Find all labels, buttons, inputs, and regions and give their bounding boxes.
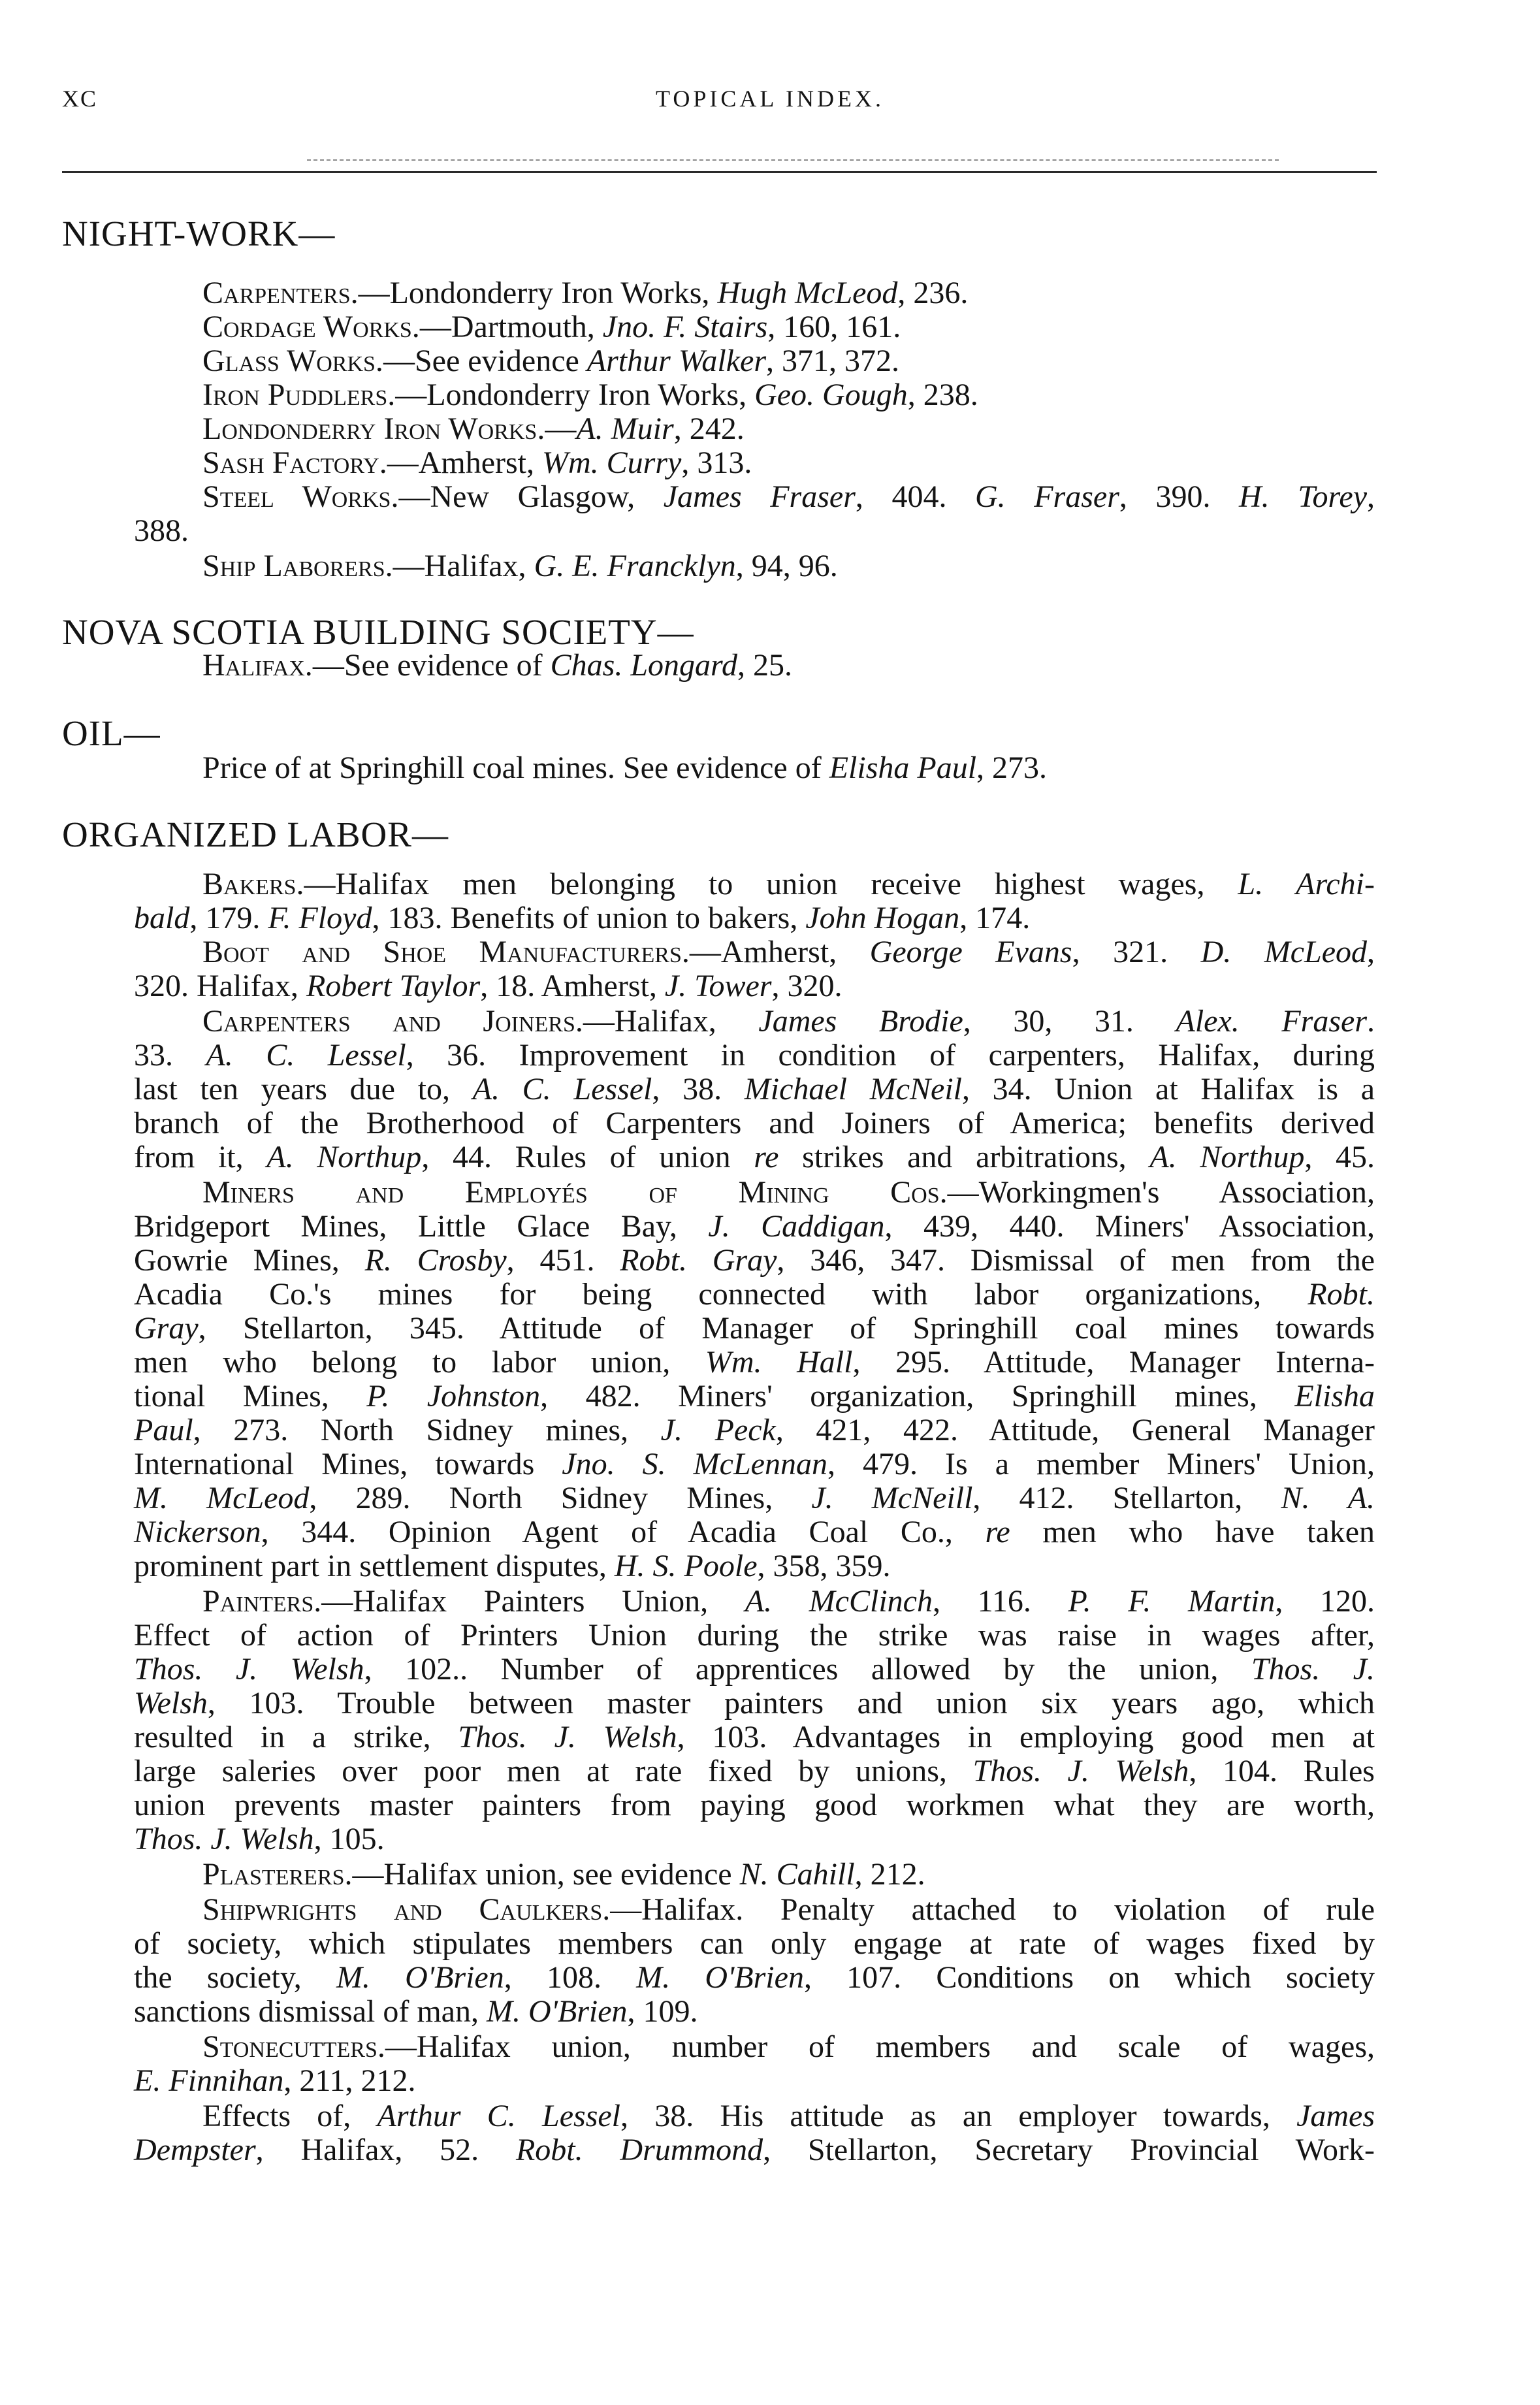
entry-text: , 346, 347. Dismissal of men from the — [777, 1243, 1375, 1278]
entry-text: Arthur C. Lessel — [377, 2099, 621, 2133]
entry-text: L. Archi- — [1238, 867, 1375, 901]
entry-text: —Halifax men belonging to union receive highest wages, — [304, 867, 1238, 901]
entry-text: Michael McNeil — [744, 1072, 962, 1106]
entry-text: , 439, 440. Miners' Association, — [884, 1209, 1375, 1244]
entry-text: , 103. Trouble between master painters and union six years ago, which — [207, 1686, 1375, 1720]
entry-text: , 295. Attitude, Manager Interna- — [852, 1345, 1375, 1380]
entry-line — [134, 1688, 1375, 1719]
entry-text: Thos. J. — [1251, 1652, 1375, 1687]
entry-text: Bakers. — [202, 867, 304, 901]
entry-text: strikes and arbitrations, — [778, 1140, 1150, 1174]
entry-text: Ship Laborers. — [202, 549, 393, 583]
entry-text: , 390. — [1119, 479, 1239, 514]
entry-line — [202, 1177, 1375, 1208]
entry-line — [134, 1381, 1375, 1412]
entry-text: , 421, 422. Attitude, General Manager — [775, 1413, 1375, 1447]
page-number: XC — [62, 86, 98, 112]
heading-organized-labor: ORGANIZED LABOR— — [62, 815, 449, 854]
entry-text: , 116. — [932, 1584, 1068, 1619]
entry-line — [134, 515, 189, 547]
entry-text: Paul — [134, 1413, 193, 1447]
entry-text: James Brodie — [758, 1004, 963, 1039]
entry-line — [134, 1824, 385, 1855]
entry-text: E. Finnihan — [134, 2063, 284, 2098]
header-dashed-rule — [307, 159, 1279, 161]
entry-text: —Halifax, — [583, 1004, 759, 1039]
entry-text: Glass Works. — [202, 344, 383, 378]
entry-line — [202, 869, 1375, 900]
entry-line — [134, 1620, 1375, 1651]
entry-text: Thos. J. Welsh — [972, 1754, 1189, 1788]
entry-line — [202, 1894, 1375, 1926]
entry-text: , 38. — [652, 1072, 745, 1106]
header-rule — [62, 171, 1377, 173]
entry-text: , 273. North Sidney mines, — [193, 1413, 661, 1447]
entry-line — [134, 903, 1030, 934]
entry-text: J. McNeill — [811, 1481, 973, 1515]
entry-text: Thos. J. Welsh — [134, 1822, 314, 1856]
entry-line — [202, 1006, 1375, 1037]
entry-text: , 321. — [1072, 935, 1201, 969]
heading-nova-scotia-building-society: NOVA SCOTIA BUILDING SOCIETY— — [62, 612, 694, 652]
entry-text: —Halifax union, see evidence — [352, 1857, 740, 1892]
entry-text: George Evans — [869, 935, 1072, 969]
entry-text: Geo. Gough — [754, 378, 908, 412]
entry-text: —See evidence — [383, 344, 587, 378]
entry-text: , 45. — [1304, 1140, 1375, 1174]
entry-text: Elisha — [1294, 1379, 1375, 1413]
entry-text: 33. — [134, 1038, 206, 1073]
entry-text: —Halifax. Penalty attached to violation of rule — [610, 1892, 1375, 1927]
entry-text: , 273. — [976, 751, 1048, 785]
entry-text: —Halifax, — [393, 549, 534, 583]
entry-text: —See evidence of — [312, 648, 551, 683]
entry-text: Acadia Co.'s mines for being connected with labor organizations, — [134, 1277, 1308, 1312]
entry-text: Jno. F. Stairs — [602, 310, 768, 344]
entry-text: J. Tower — [664, 969, 772, 1003]
entry-line — [202, 278, 968, 309]
entry-text: , 44. Rules of union — [421, 1140, 754, 1174]
entry-text: Gowrie Mines, — [134, 1243, 365, 1278]
entry-text: Effect of action of Printers Union during the strike was raise in wages after, — [134, 1618, 1375, 1653]
entry-text: , 120. — [1275, 1584, 1375, 1619]
entry-text: , 242. — [673, 412, 745, 446]
entry-line — [134, 2065, 416, 2097]
entry-text: the society, — [134, 1960, 336, 1995]
entry-text: —Amherst, — [387, 445, 543, 480]
entry-text: Arthur Walker — [586, 344, 767, 378]
entry-text: , 94, 96. — [735, 549, 838, 583]
entry-line — [134, 1962, 1375, 1993]
entry-text: last ten years due to, — [134, 1072, 473, 1106]
entry-text: , 479. Is a member Miners' Union, — [827, 1447, 1375, 1481]
entry-text: , 412. Stellarton, — [972, 1481, 1281, 1515]
entry-text: R. Crosby — [364, 1243, 507, 1278]
entry-text: , Halifax, 52. — [255, 2133, 516, 2167]
entry-text: , 212. — [854, 1857, 925, 1892]
entry-text: bald — [134, 901, 190, 935]
entry-line — [134, 1996, 698, 2027]
entry-text: , — [1367, 479, 1375, 514]
entry-text: , 102.. Number of apprentices allowed by the union, — [364, 1652, 1251, 1687]
entry-text: prominent part in settlement disputes, — [134, 1549, 615, 1583]
entry-text: , 34. Union at Halifax is a — [961, 1072, 1375, 1106]
entry-text: Elisha Paul — [829, 751, 977, 785]
entry-text: Painters. — [202, 1584, 322, 1619]
entry-line — [134, 1483, 1375, 1514]
entry-text: G. E. Francklyn — [534, 549, 736, 583]
entry-text: , 358, 359. — [757, 1549, 891, 1583]
entry-line — [134, 2135, 1375, 2166]
entry-text: Halifax. — [202, 648, 313, 683]
entry-line — [202, 413, 745, 445]
entry-text: Plasterers. — [202, 1857, 353, 1892]
entry-text: N. A. — [1281, 1481, 1375, 1515]
entry-text: , 183. Benefits of union to bakers, — [372, 901, 806, 935]
entry-text: —Londonderry Iron Works, — [395, 378, 755, 412]
entry-text: A. Northup — [1149, 1140, 1305, 1174]
entry-text: —Halifax Painters Union, — [321, 1584, 745, 1619]
entry-text: —Halifax union, number of members and scale of wages, — [385, 2029, 1375, 2064]
entry-line — [202, 2101, 1375, 2132]
entry-text: International Mines, towards — [134, 1447, 562, 1481]
entry-text: , 482. Miners' organization, Springhill mines, — [540, 1379, 1295, 1413]
heading-night-work: NIGHT-WORK— — [62, 214, 336, 253]
entry-text: Welsh — [134, 1686, 208, 1720]
entry-text: A. C. Lessel — [472, 1072, 652, 1106]
entry-text: G. Fraser — [975, 479, 1119, 514]
entry-text: , 371, 372. — [766, 344, 900, 378]
entry-line — [202, 379, 978, 411]
entry-text: , Stellarton, Secretary Provincial Work- — [763, 2133, 1375, 2167]
entry-text: Shipwrights and Caulkers. — [202, 1892, 611, 1927]
entry-line — [134, 1654, 1375, 1685]
entry-text: Alex. Fraser — [1176, 1004, 1368, 1039]
entry-text: , 320. — [771, 969, 842, 1003]
entry-text: men who belong to labor union, — [134, 1345, 705, 1380]
entry-text: Thos. J. Welsh — [134, 1652, 364, 1687]
entry-line — [134, 1928, 1375, 1960]
entry-line — [134, 1449, 1375, 1480]
entry-text: Thos. J. Welsh — [458, 1720, 677, 1754]
entry-line — [134, 1415, 1375, 1446]
entry-text: J. Peck — [660, 1413, 776, 1447]
entry-text: Hugh McLeod — [717, 276, 898, 310]
entry-text: 388. — [134, 513, 189, 548]
entry-text: , — [1367, 935, 1375, 969]
entry-line — [202, 447, 752, 479]
entry-text: , 404. — [855, 479, 975, 514]
entry-line — [202, 650, 792, 681]
entry-text: union prevents master painters from paying good workmen what they are worth, — [134, 1788, 1375, 1822]
entry-text: Stonecutters. — [202, 2029, 385, 2064]
entry-text: , 36. Improvement in condition of carpenters, Halifax, during — [406, 1038, 1375, 1073]
entry-text: re — [754, 1140, 779, 1174]
entry-text: large saleries over poor men at rate fixed by unions, — [134, 1754, 973, 1788]
entry-line — [202, 752, 1047, 784]
entry-line — [134, 1279, 1375, 1310]
entry-text: A. Northup — [266, 1140, 422, 1174]
entry-text: , 289. North Sidney Mines, — [309, 1481, 812, 1515]
heading-oil: OIL— — [62, 713, 161, 753]
entry-text: M. O'Brien — [336, 1960, 504, 1995]
entry-text: , 174. — [959, 901, 1031, 935]
entry-line — [134, 1040, 1375, 1071]
entry-text: Wm. Curry — [542, 445, 682, 480]
entry-line — [202, 937, 1375, 968]
entry-text: J. Caddigan — [708, 1209, 885, 1244]
entry-text: , 104. Rules — [1189, 1754, 1375, 1788]
entry-text: P. Johnston — [366, 1379, 541, 1413]
entry-text: Robt. Gray — [620, 1243, 777, 1278]
entry-text: , 109. — [627, 1994, 698, 2029]
entry-text: , 236. — [897, 276, 969, 310]
entry-text: , 105. — [313, 1822, 385, 1856]
entry-text: , 38. His attitude as an employer towards, — [620, 2099, 1297, 2133]
entry-text: Bridgeport Mines, Little Glace Bay, — [134, 1209, 709, 1244]
entry-text: men who have taken — [1010, 1515, 1375, 1549]
entry-text: , 238. — [907, 378, 978, 412]
entry-text: H. S. Poole — [614, 1549, 758, 1583]
entry-text: branch of the Brotherhood of Carpenters and Joiners of America; benefits derived — [134, 1106, 1375, 1140]
entry-line — [134, 1347, 1375, 1378]
entry-text: —New Glasgow, — [398, 479, 664, 514]
entry-text: , 18. Amherst, — [480, 969, 665, 1003]
entry-text: , 451. — [506, 1243, 620, 1278]
entry-line — [134, 1108, 1375, 1139]
entry-text: , Stellarton, 345. Attitude of Manager of Springhill coal mines towards — [198, 1311, 1375, 1346]
entry-line — [134, 1211, 1375, 1242]
entry-line — [202, 551, 838, 582]
entry-text: F. Floyd — [268, 901, 372, 935]
entry-text: Carpenters and Joiners. — [202, 1004, 583, 1039]
entry-text: tional Mines, — [134, 1379, 367, 1413]
entry-line — [202, 346, 899, 377]
entry-text: re — [985, 1515, 1010, 1549]
entry-line — [202, 312, 901, 343]
entry-line — [134, 1756, 1375, 1787]
entry-text: 320. Halifax, — [134, 969, 306, 1003]
entry-text: of society, which stipulates members can only engage at rate of wages fixed by — [134, 1926, 1375, 1961]
entry-text: , 107. Conditions on which society — [803, 1960, 1375, 1995]
entry-text: M. McLeod — [134, 1481, 310, 1515]
entry-line — [202, 1586, 1375, 1617]
entry-text: Carpenters. — [202, 276, 359, 310]
entry-line — [202, 1859, 925, 1890]
entry-text: James — [1296, 2099, 1375, 2133]
entry-text: —Londonderry Iron Works, — [358, 276, 718, 310]
entry-text: —Dartmouth, — [419, 310, 603, 344]
entry-line — [134, 1790, 1375, 1821]
entry-text: James Fraser — [663, 479, 856, 514]
entry-text: Boot and Shoe Manufacturers. — [202, 935, 690, 969]
entry-line — [134, 1722, 1375, 1753]
entry-text: —Amherst, — [689, 935, 870, 969]
entry-line — [134, 1313, 1375, 1344]
entry-text: Dempster — [134, 2133, 256, 2167]
entry-line — [134, 971, 842, 1002]
entry-text: Iron Puddlers. — [202, 378, 396, 412]
entry-text: Cordage Works. — [202, 310, 420, 344]
entry-line — [134, 1074, 1375, 1105]
entry-text: Chas. Longard — [550, 648, 737, 683]
entry-text: Miners and Employés of Mining Cos. — [202, 1175, 948, 1210]
page-header — [0, 85, 1540, 124]
entry-text: from it, — [134, 1140, 267, 1174]
entry-text: — — [545, 412, 577, 446]
entry-text: . — [1367, 1004, 1375, 1039]
entry-text: Robt. Drummond — [515, 2133, 763, 2167]
entry-line — [202, 2031, 1375, 2063]
entry-text: John Hogan — [805, 901, 960, 935]
entry-text: Jno. S. McLennan — [562, 1447, 827, 1481]
entry-line — [134, 1245, 1375, 1276]
entry-text: , 160, 161. — [767, 310, 901, 344]
entry-text: Effects of, — [202, 2099, 377, 2133]
entry-text: P. F. Martin — [1068, 1584, 1275, 1619]
entry-text: —Workingmen's Association, — [947, 1175, 1375, 1210]
entry-text: , 313. — [681, 445, 752, 480]
entry-text: , 211, 212. — [283, 2063, 416, 2098]
entry-text: sanctions dismissal of man, — [134, 1994, 487, 2029]
entry-text: , 344. Opinion Agent of Acadia Coal Co., — [261, 1515, 986, 1549]
entry-line — [134, 1142, 1375, 1173]
entry-text: , 179. — [189, 901, 268, 935]
entry-text: A. Muir — [576, 412, 674, 446]
entry-text: Londonderry Iron Works. — [202, 412, 545, 446]
entry-line — [134, 1551, 891, 1582]
entry-line — [134, 1517, 1375, 1548]
entry-text: M. O'Brien — [636, 1960, 804, 1995]
entry-text: Robert Taylor — [306, 969, 481, 1003]
entry-text: N. Cahill — [739, 1857, 855, 1892]
entry-text: A. C. Lessel — [206, 1038, 406, 1073]
entry-text: resulted in a strike, — [134, 1720, 458, 1754]
entry-text: Steel Works. — [202, 479, 399, 514]
entry-text: , 30, 31. — [963, 1004, 1176, 1039]
entry-text: A. McClinch — [745, 1584, 933, 1619]
entry-line — [202, 481, 1375, 513]
entry-text: Gray — [134, 1311, 199, 1346]
running-title: TOPICAL INDEX. — [656, 86, 884, 112]
entry-text: Sash Factory. — [202, 445, 387, 480]
entry-text: Robt. — [1307, 1277, 1375, 1312]
entry-text: D. McLeod — [1200, 935, 1367, 969]
entry-text: , 25. — [737, 648, 792, 683]
entry-text: Wm. Hall — [705, 1345, 853, 1380]
entry-text: M. O'Brien — [486, 1994, 628, 2029]
entry-text: Price of at Springhill coal mines. See evidence of — [202, 751, 829, 785]
entry-text: H. Torey — [1239, 479, 1368, 514]
entry-text: , 103. Advantages in employing good men at — [677, 1720, 1375, 1754]
entry-text: Nickerson — [134, 1515, 261, 1549]
entry-text: , 108. — [504, 1960, 637, 1995]
